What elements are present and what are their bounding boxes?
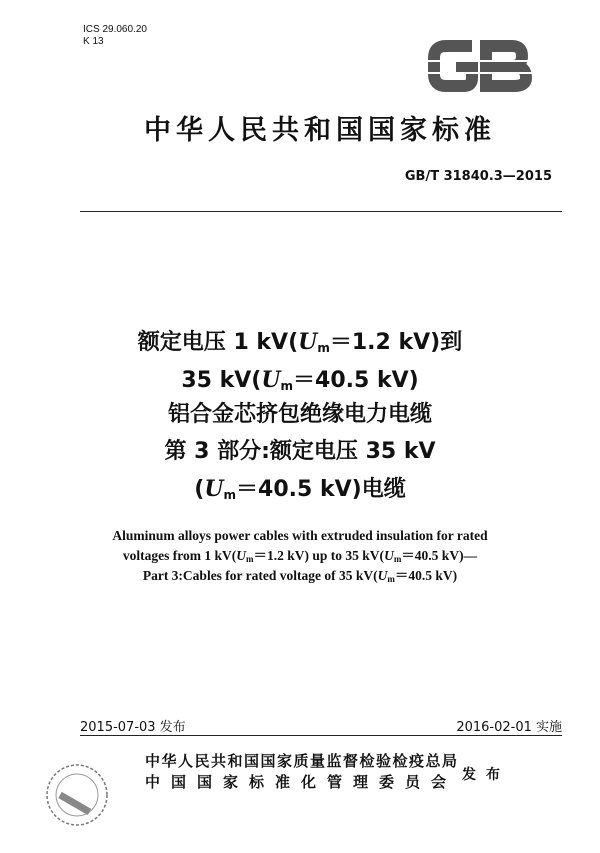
ics-code: ICS 29.060.20 (83, 24, 147, 35)
cn-title-line-5: ($U_m=40.5$ kV)电缆 (194, 476, 406, 502)
standard-number: GB/T 31840.3—2015 (404, 169, 552, 184)
gb-logo-text: GB (480, 83, 504, 100)
seal-stamp (44, 762, 110, 828)
issuer-sac: 中国国家标准化管理委员会 (145, 773, 458, 791)
ccs-code: K 13 (83, 36, 104, 47)
national-standard-title: 中华人民共和国国家标准 (144, 115, 496, 146)
cn-title-line-4: 第 3 部分:额定电压 35 kV (164, 439, 436, 464)
publish-date: 2015-07-03 发布 (80, 720, 186, 735)
footer-divider (80, 735, 562, 736)
cn-title-line-1: 额定电压 1 $kV(U_m=1.2$ kV)到 (137, 329, 463, 355)
implement-date: 2016-02-01 实施 (456, 720, 562, 735)
header-divider (80, 211, 562, 212)
gb-logo (424, 32, 536, 100)
cn-title-line-2: 35 $kV(U_m=40.5$ kV) (181, 367, 419, 393)
en-title-line-2: voltages from 1 $kV(U_m=1.2$ kV) up to 35 $kV(U_m=40.5$ kV)— (122, 548, 478, 564)
cn-title-line-3: 铝合金芯挤包绝缘电力电缆 (167, 402, 432, 427)
issuer-aqsiq: 中华人民共和国国家质量监督检验检疫总局 (145, 752, 459, 770)
issued-label: 发布 (462, 767, 510, 783)
en-title-line-1: Aluminum alloys power cables with extruded insulation for rated (112, 528, 488, 543)
en-title-line-3: Part 3:Cables for rated voltage of 35 $kV(U_m=40.5$ kV) (142, 568, 458, 584)
